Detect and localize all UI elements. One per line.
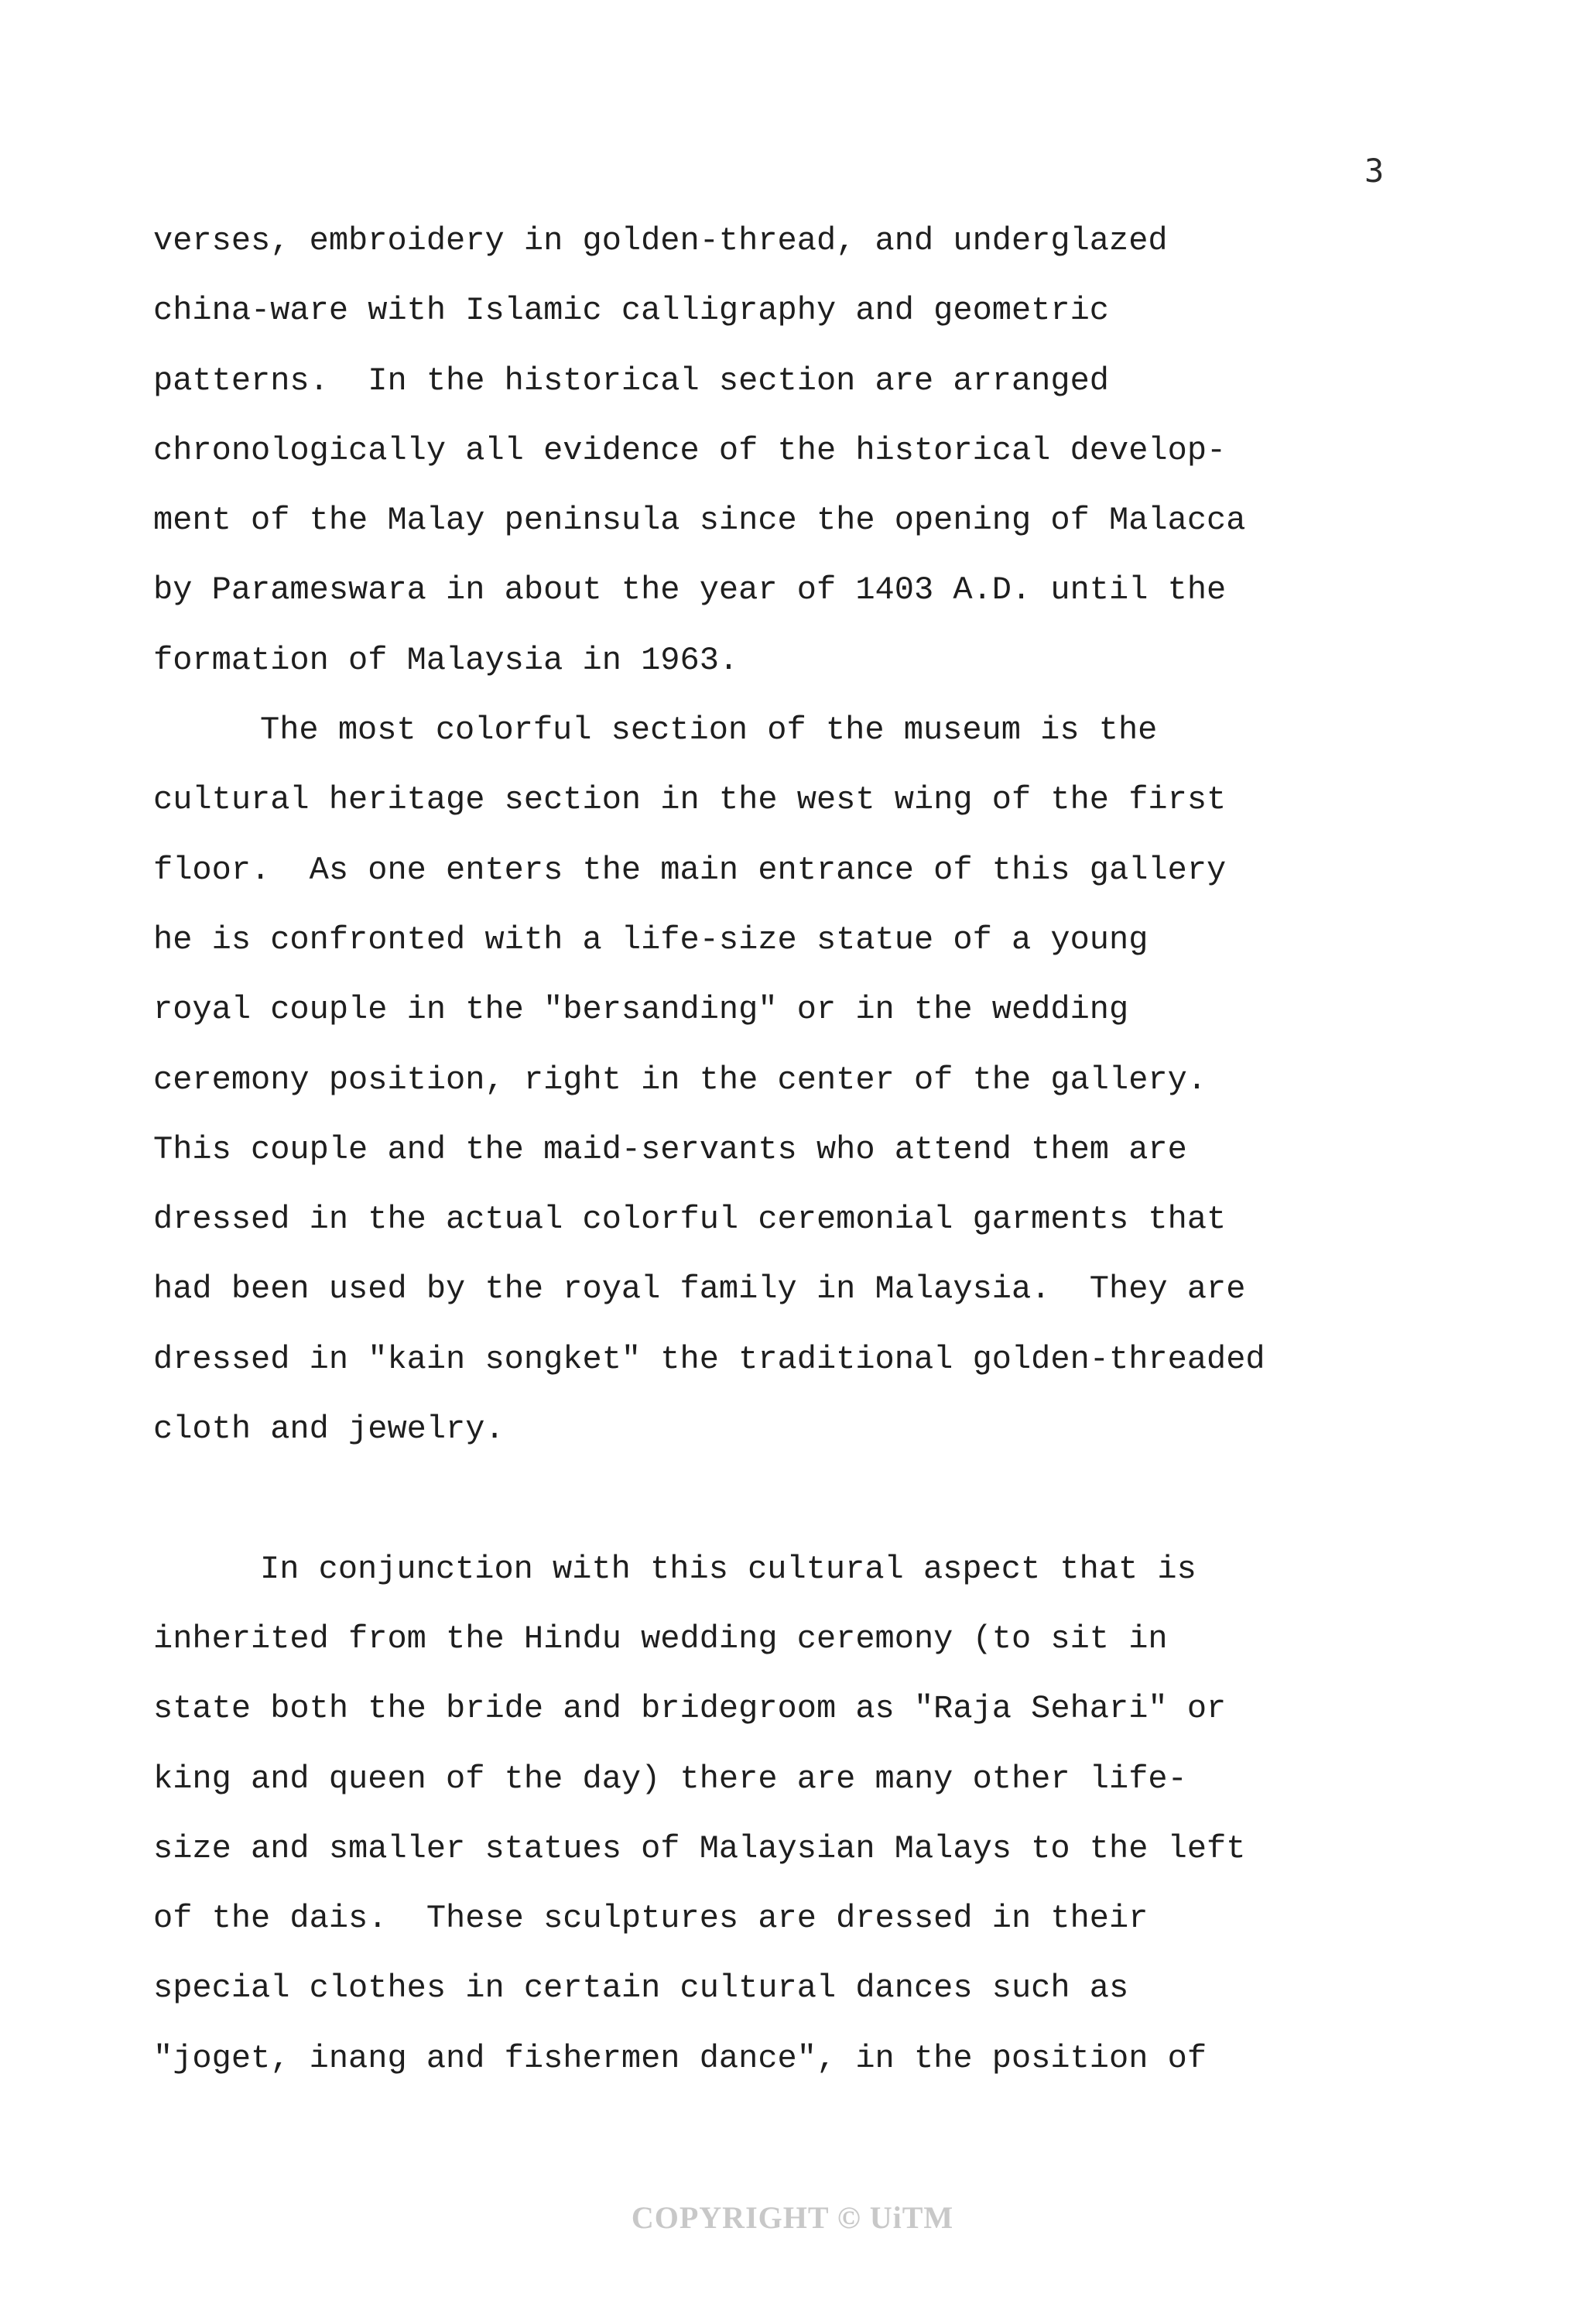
text-line: cloth and jewelry. — [153, 1411, 505, 1448]
text-line: chronologically all evidence of the historical develop- — [153, 431, 1227, 469]
text-line: formation of Malaysia in 1963. — [153, 641, 739, 679]
text-line: verses, embroidery in golden-thread, and underglazed — [153, 222, 1168, 259]
text-line: In conjunction with this cultural aspect that is — [260, 1550, 1196, 1588]
copyright-footer: COPYRIGHT © UiTM — [631, 2200, 954, 2235]
text-line: king and queen of the day) there are many other life- — [153, 1760, 1187, 1798]
text-line: cultural heritage section in the west wing of the first — [153, 781, 1227, 819]
page-number: 3 — [1364, 152, 1385, 190]
body-text — [153, 221, 1500, 2109]
text-line: china-ware with Islamic calligraphy and geometric — [153, 292, 1110, 330]
text-line: he is confronted with a life-size statue of a young — [153, 920, 1149, 958]
text-line: special clothes in certain cultural dances such as — [153, 1969, 1129, 2007]
text-line: size and smaller statues of Malaysian Malays to the left — [153, 1829, 1246, 1867]
text-line: dressed in "kain songket" the traditional golden-threaded — [153, 1340, 1265, 1378]
text-line: The most colorful section of the museum is the — [260, 711, 1158, 749]
text-line: "joget, inang and fishermen dance", in the position of — [153, 2039, 1207, 2077]
text-line: inherited from the Hindu wedding ceremony (to sit in — [153, 1620, 1168, 1657]
text-line: patterns. In the historical section are arranged — [153, 362, 1110, 399]
text-line: ceremony position, right in the center of the gallery. — [153, 1061, 1207, 1099]
text-line: state both the bride and bridegroom as "Raja Sehari" or — [153, 1690, 1227, 1728]
text-line: royal couple in the "bersanding" or in the wedding — [153, 991, 1129, 1029]
text-line: floor. As one enters the main entrance of this gallery — [153, 851, 1227, 889]
text-line: ment of the Malay peninsula since the opening of Malacca — [153, 502, 1246, 540]
text-line: This couple and the maid-servants who attend them are — [153, 1130, 1187, 1168]
text-line: by Parameswara in about the year of 1403 A.D. until the — [153, 571, 1227, 609]
text-line: of the dais. These sculptures are dressed in their — [153, 1900, 1149, 1938]
text-line — [153, 1479, 1500, 1549]
text-line: had been used by the royal family in Malaysia. They are — [153, 1270, 1246, 1308]
text-line: dressed in the actual colorful ceremonial garments that — [153, 1201, 1227, 1239]
